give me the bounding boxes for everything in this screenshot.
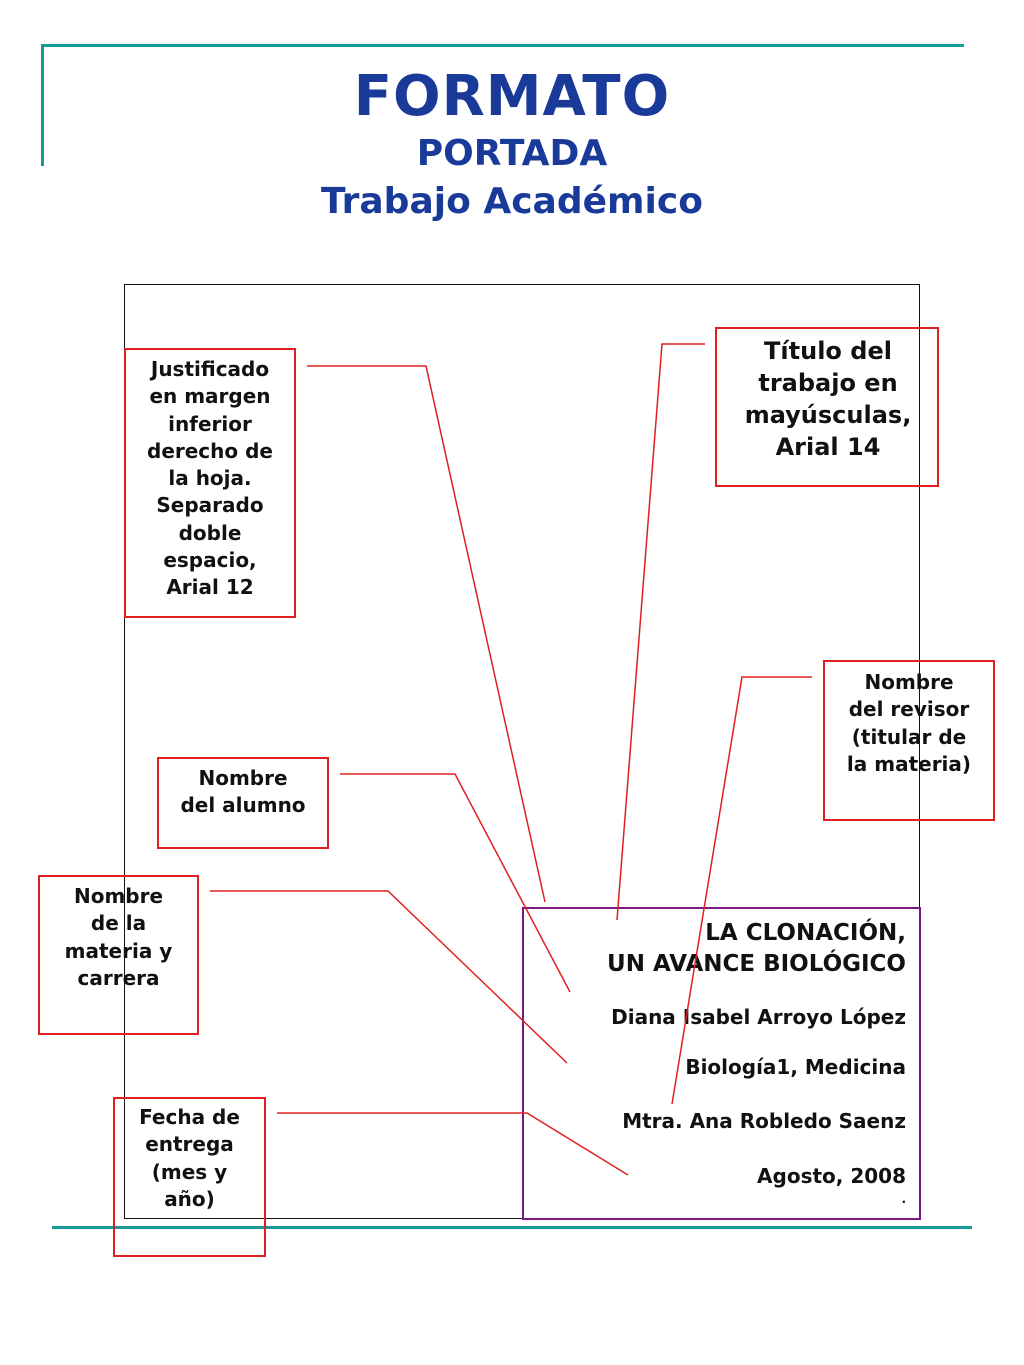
callout-justificado-label: Justificado en margen inferior derecho de la hoja. Separado doble espacio, Arial 12 [147,357,273,600]
callout-titulo-label: Título del trabajo en mayúsculas, Arial 14 [744,337,912,461]
page-title: FORMATO [353,64,671,129]
cover-dot: . [901,1192,906,1206]
cover-title-line-2: UN AVANCE BIOLÓGICO [607,951,906,977]
cover-title-line-1: LA CLONACIÓN, [705,920,906,946]
page-subtitle-2: Trabajo Académico [321,181,703,222]
callout-alumno-label: Nombre del alumno [180,766,306,818]
cover-reviewer: Mtra. Ana Robledo Saenz [622,1109,906,1133]
page-subtitle: PORTADA [416,133,608,174]
cover-subject: Biología1, Medicina [685,1055,906,1079]
cover-author: Diana Isabel Arroyo López [611,1005,906,1029]
callout-fecha-label: Fecha de entrega (mes y año) [139,1105,240,1211]
top-accent-rule [42,44,964,47]
callout-materia-label: Nombre de la materia y carrera [64,884,173,990]
cover-date: Agosto, 2008 [757,1164,906,1188]
callout-revisor-label: Nombre del revisor (titular de la materia) [846,670,972,776]
